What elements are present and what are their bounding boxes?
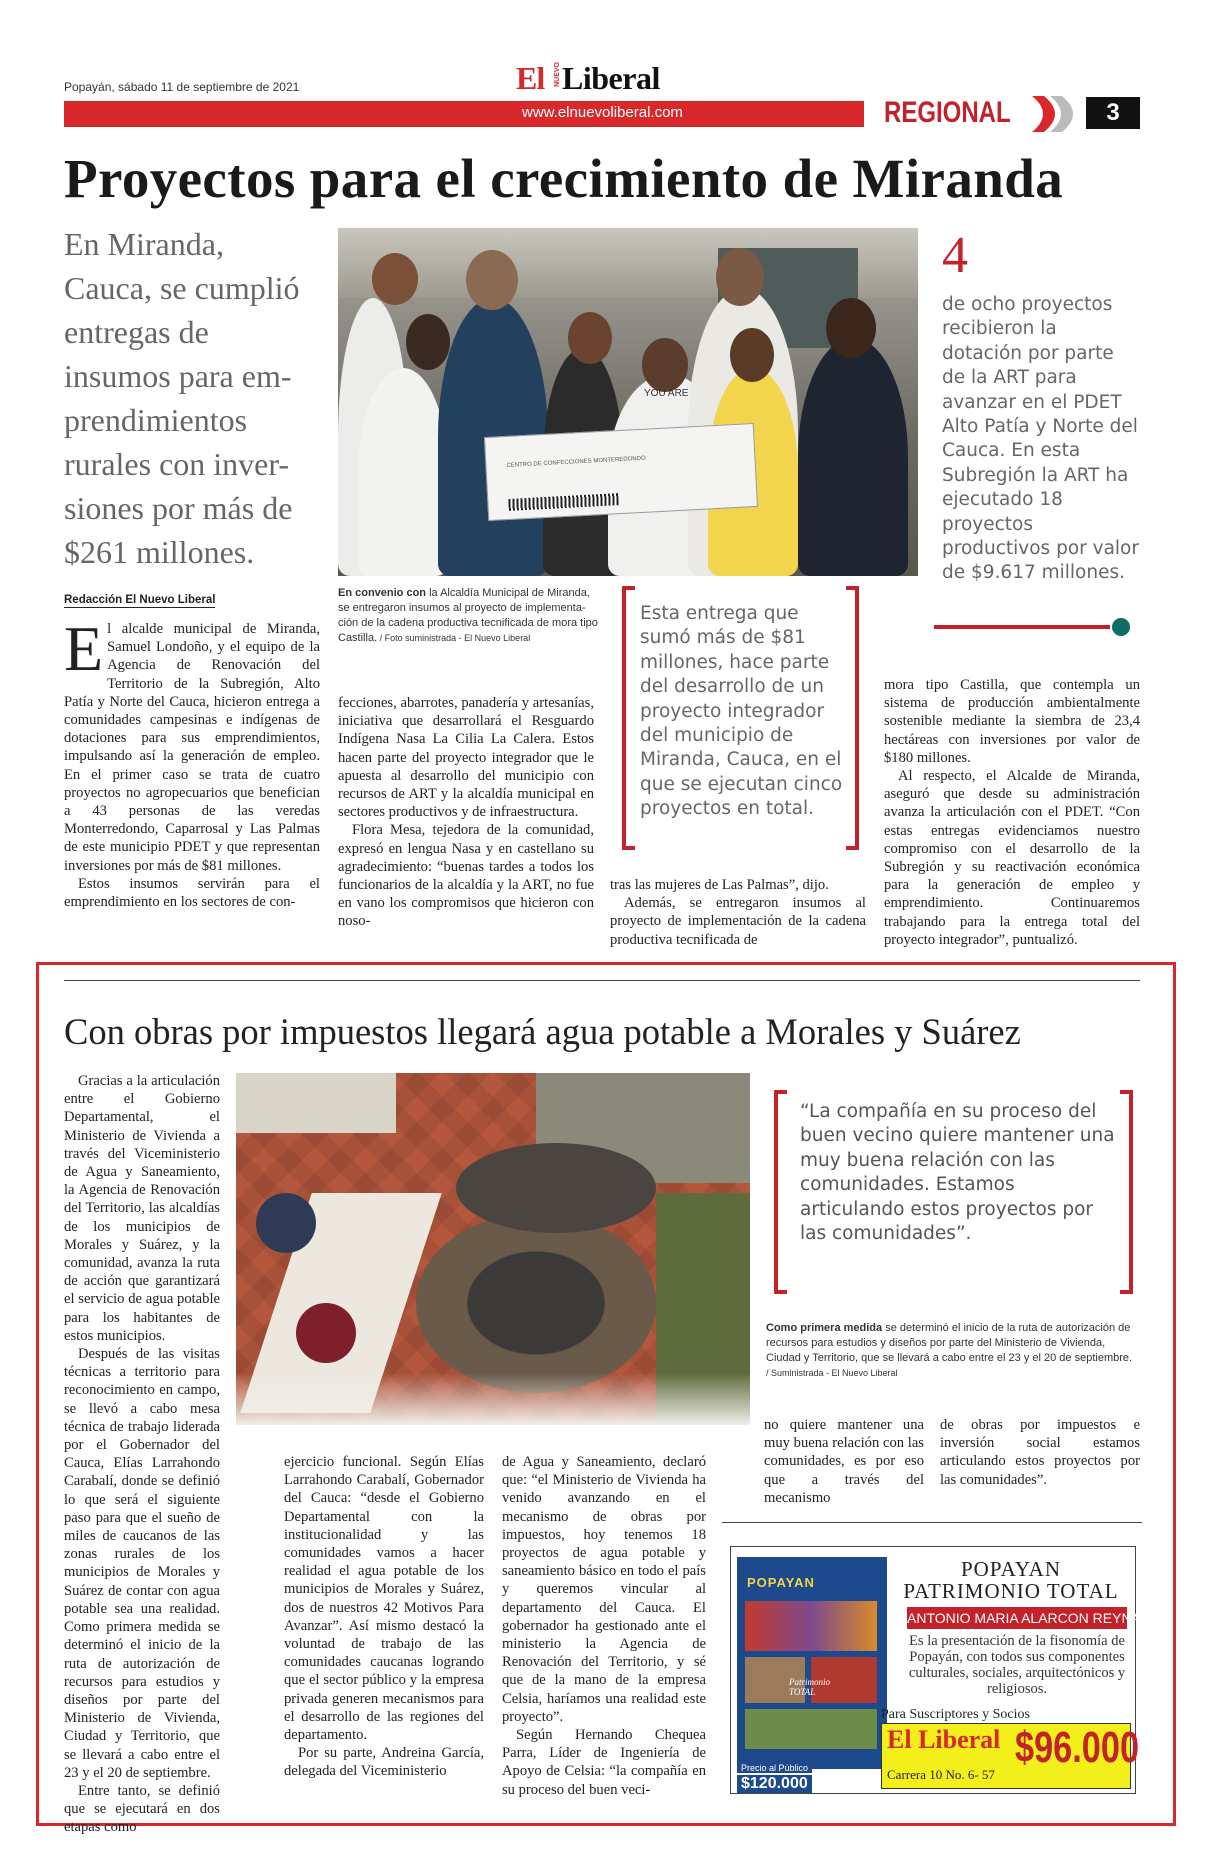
subscriber-logo: El Liberal [887,1725,1001,1754]
drop-cap: E [64,613,104,684]
lead-line: prendimientos [64,402,248,438]
quote2-bracket-right [1120,1090,1133,1294]
section-stripes [1030,96,1080,132]
lead-line: En Miranda, [64,226,224,262]
article1-pull-quote: Esta entrega que sumó más de $81 millones, hace parte del desarrollo de un proyecto integrador del municipio de Miranda, Cauca, en el que se ejecutan cinco proyectos en total. [640,603,843,820]
subscriber-price: $96.000 [1015,1723,1140,1772]
lead-line: $261 millones. [64,534,255,570]
byline: Redacción El Nuevo Liberal [64,594,216,606]
article2-top-rule [64,980,1140,981]
stat-number: 4 [942,227,968,284]
stat-dot [1112,618,1130,636]
article1-headline: Proyectos para el crecimiento de Miranda [64,148,1064,209]
website-url[interactable]: www.elnuevoliberal.com [522,104,683,121]
article2-col4: no quiere mantener una muy buena relación con las comunidades, es por eso que a través del mecanismo [764,1417,924,1506]
issue-date: Popayán, sábado 11 de septiembre de 2021 [64,80,300,94]
article2-col5: de obras por impuestos e inversión social estamos articulando estos proyectos por las comunidades”. [940,1417,1140,1488]
article1-col2: fecciones, abarrotes, panadería y artesanías, iniciativa que desarrollará el Resguardo Indígena Nasa La Cilia La Calera. Estos hacen parte del proyecto integrador que le apuesta al desarrollo del municipio con recursos de ART y la alcaldía municipal en sectores productivos y de infraestructura. Flora Mesa, tejedora de la comunidad, expresó en lengua Nasa y en castellano su agradecimiento: “buenas tardes a todos los funcionarios de la alcaldía y la ART, no fue en vano los compromisos que hicieron con noso- [338,695,594,930]
article1-col3: tras las mujeres de Las Palmas”, dijo. Además, se entregaron insumos al proyecto de implementación de la cadena productiva tecnificada de [610,877,866,948]
header-red-bar [64,101,864,127]
ad-title-2: PATRIMONIO TOTAL [903,1579,1119,1603]
ad-description: Es la presentación de la fisonomía de Popayán, con todos sus componentes culturales, sociales, arquitectónicos y religiosos. [908,1633,1126,1697]
article1-lead [64,222,334,574]
article1-col4: mora tipo Castilla, que contempla un sistema de producción ambientalmente sostenible mediante la siembra de 23,4 hectáreas con inversiones por valor de $180 millones. Al respecto, el Alcalde de Miranda, aseguró que desde su administración avanza la articulación con el PDET. “Con estas entregas evidenciamos nuestro compromiso con el desarrollo de la Subregión y su reactivación económica para la generación de empleo y emprendimiento. Continuaremos trabajando para la entrega total del proyecto integrador”, puntualizó. [884,677,1140,948]
public-price: $120.000 [737,1775,812,1793]
newspaper-logo[interactable]: El NUEVO Liberal [516,60,660,96]
quote1-bracket-left [622,586,635,850]
article1-caption: En convenio con la Alcaldía Municipal de Miranda, se entregaron insumos al proyecto de implementa-ción de la cadena productiva tecnificada de mora tipo Castilla. / Foto suministrada - El Nuevo Liberal [338,587,598,644]
article2-col3: de Agua y Saneamiento, declaró que: “el Ministerio de Vivienda ha venido avanzando en el mecanismo de obras por impuestos, hoy tenemos 18 proyectos de agua potable y saneamiento básico en todo el país y queremos vincular al departamento del Cauca. El gobernador ha gestionado ante el ministerio la Agencia de Renovación del Territorio, y sé que de la mano de la empresa Celsia, haríamos una realidad este proyecto”. Según Hernando Chequea Parra, Líder de Ingeniería de Apoyo de Celsia: “la compañía en su proceso del buen veci- [502,1454,706,1798]
public-price-label: Precio al Público [737,1763,812,1773]
article2-photo [236,1073,750,1425]
ad-title-1: POPAYAN [960,1557,1061,1581]
book-cover: POPAYAN Patrimonio TOTAL [737,1557,887,1769]
article2-caption: Como primera medida se determinó el inicio de la ruta de autorización de recursos para estudios y diseños por parte del Ministerio de Vivienda, Ciudad y Territorio, que se llevará a cabo entre el 23 y el 20 de septiembre. / Suministrada - El Nuevo Liberal [766,1322,1133,1378]
book-advertisement[interactable] [730,1546,1141,1794]
article2-col2: ejercicio funcional. Según Elías Larrahondo Carabalí, Gobernador del Cauca: “desde el Gobierno Departamental con la institucionalidad y las comunidades vamos a hacer realidad el agua potable de los municipios de Morales y Suárez, dos de nuestros 42 Motivos Para Avanzar”. Así mismo destacó la voluntad de trabajo de las comunidades caucanas logrando que el sector público y la empresa privada generen mecanismos para el desarrollo de las regiones del departamento. Por su parte, Andreina García, delegada del Viceministerio [284,1454,484,1780]
lead-line: rurales con inver- [64,446,290,482]
page-number: 3 [1106,99,1120,126]
stat-rule [934,625,1110,629]
article1-col1: El alcalde municipal de Miranda, Samuel Londoño, y el equipo de la Agencia de Renovación del Territorio de la Subregión, Alto Patía y Norte del Cauca, hicieron entrega a comunidades campesinas e indígenas de dotaciones para sus emprendimientos, impulsando así la generación de empleo. En el primer caso se trata de cuatro proyectos no agropecuarios que benefician a 43 personas de las veredas Monterredondo, Caparrosal y Las Palmas de este municipio PDET y que representan inversiones por más de $81 millones. Estos insumos servirán para el emprendimiento en los sectores de con- [64,613,320,911]
ad-address: Carrera 10 No. 6- 57 [887,1767,995,1782]
ad-top-rule [722,1522,1142,1523]
stat-text: de ocho proyectos recibieron la dotación por parte de la ART para avanzar en el PDET Alto Patía y Norte del Cauca. En esta Subregión la ART ha ejecutado 18 proyectos productivos por valor de $9.617 millones. [942,294,1139,584]
ad-author: ANTONIO MARIA ALARCON REYNA [907,1607,1127,1629]
article2-headline: Con obras por impuestos llegará agua potable a Morales y Suárez [64,1011,1021,1052]
article2-col1: Gracias a la articulación entre el Gobierno Departamental, el Ministerio de Vivienda a través del Viceministerio de Agua y Saneamiento, la Agencia de Renovación del Territorio, las alcaldías de los municipios de Morales y Suárez, y la comunidad, avanza la ruta de acción que garantizará el servicio de agua potable para los habitantes de estos municipios. Después de las visitas técnicas a territorio para reconocimiento en campo, se llevó a cabo mesa técnica de trabajo liderada por el Gobernador del Cauca, Elías Larrahondo Carabalí, donde se definió lo que será el siguiente paso para que el sueño de miles de caucanos de las zonas rurales de los municipios de Morales y Suárez de contar con agua potable sea una realidad. Como primera medida se determinó el inicio de la ruta de autorización de recursos para estudios y diseños por parte del Ministerio de Vivienda, Ciudad y Territorio, que se llevará a cabo entre el 23 y el 20 de septiembre. Entre tanto, se definió que se ejecutará en dos etapas como [64,1073,220,1836]
lead-line: Cauca, se cumplió [64,270,300,306]
quote1-bracket-right [846,586,859,850]
quote2-bracket-left [774,1090,787,1294]
article2-pull-quote: “La compañía en su proceso del buen vecino quiere mantener una muy buena relación con las comunidades. Estamos articulando estos proyectos por las comunidades”. [800,1101,1115,1245]
check-prop: CENTRO DE CONFECCIONES MONTEREDONDO [484,423,758,521]
lead-line: siones por más de [64,490,293,526]
subscriber-label: Para Suscriptores y Socios [881,1707,1030,1722]
section-label: REGIONAL [884,96,1011,129]
article1-photo: CENTRO DE CONFECCIONES MONTEREDONDO YOU ARE [338,228,918,576]
lead-line: entregas de [64,314,209,350]
lead-line: insumos para em- [64,358,292,394]
